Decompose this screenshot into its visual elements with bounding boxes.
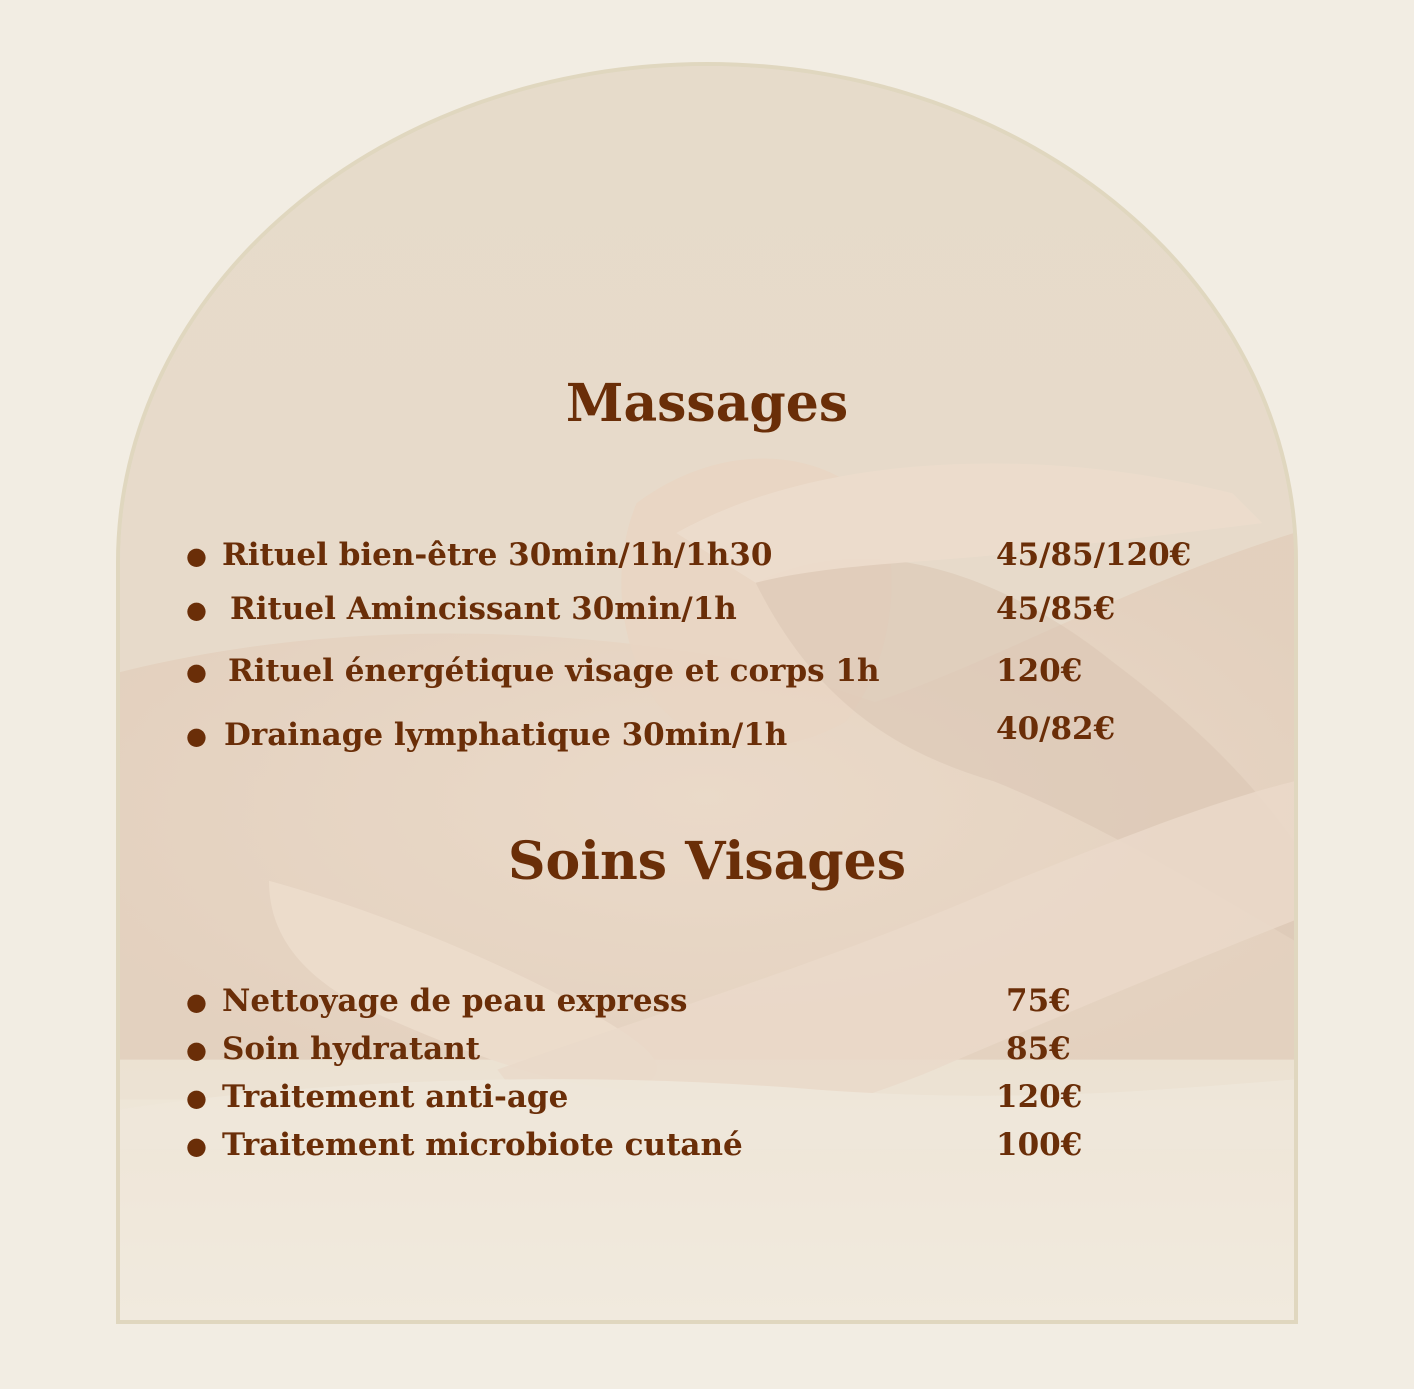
service-name: Soin hydratant: [222, 1031, 481, 1067]
service-price: 100€: [996, 1127, 1083, 1163]
soins-visages-heading: Soins Visages: [507, 831, 907, 892]
service-name: Rituel énergétique visage et corps 1h: [228, 653, 880, 689]
service-price: 45/85/120€: [996, 537, 1192, 573]
service-price: 75€: [1006, 983, 1071, 1019]
service-name: Nettoyage de peau express: [222, 983, 688, 1019]
service-price: 120€: [996, 1079, 1083, 1115]
service-name: Drainage lymphatique 30min/1h: [224, 717, 788, 753]
service-name: Rituel bien-être 30min/1h/1h30: [222, 537, 773, 573]
bullet-icon: ●: [186, 1035, 207, 1064]
service-price: 85€: [1006, 1031, 1071, 1067]
bullet-icon: ●: [186, 987, 207, 1016]
menu-arch-panel: [116, 62, 1298, 1324]
service-price: 120€: [996, 653, 1083, 689]
bullet-icon: ●: [186, 721, 207, 750]
bullet-icon: ●: [186, 541, 207, 570]
bullet-icon: ●: [186, 1083, 207, 1112]
service-name: Rituel Amincissant 30min/1h: [230, 591, 737, 627]
bullet-icon: ●: [186, 1131, 207, 1160]
service-price: 45/85€: [996, 591, 1116, 627]
bullet-icon: ●: [186, 657, 207, 686]
massages-heading: Massages: [565, 373, 849, 434]
bullet-icon: ●: [186, 595, 207, 624]
service-name: Traitement anti-age: [222, 1079, 569, 1115]
service-name: Traitement microbiote cutané: [222, 1127, 743, 1163]
service-price: 40/82€: [996, 711, 1116, 747]
